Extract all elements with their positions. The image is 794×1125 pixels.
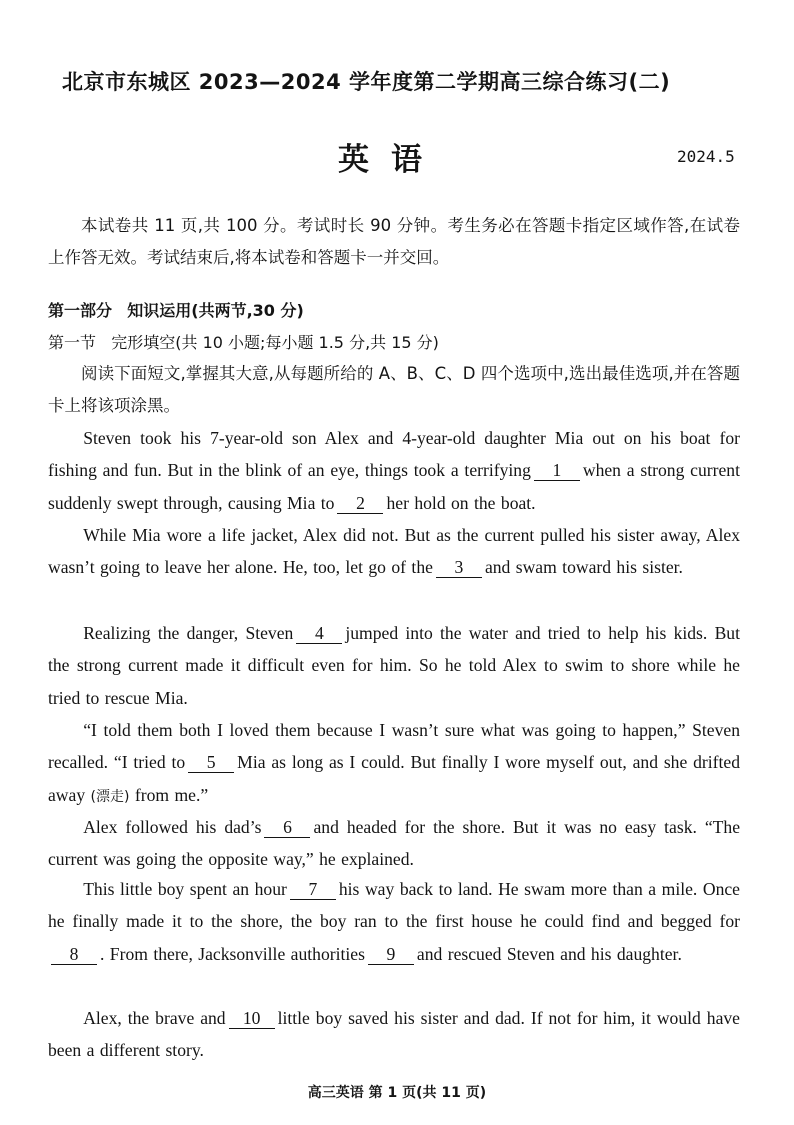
paragraph-text: her hold on the boat. <box>386 492 536 513</box>
blank-5: 5 <box>188 752 234 773</box>
paragraph-text: Alex followed his dad’s <box>83 817 262 837</box>
paragraph-text: his way back to land. He swam more than a mile. Once he finally made it to the shore, the boy ran to the first house he could find and begged for <box>48 879 740 932</box>
section-label: 第一节 <box>48 333 97 352</box>
paragraph-text: Alex, the brave and <box>83 1008 226 1028</box>
paragraph-text: This little boy spent an hour <box>83 879 287 899</box>
subject-title: 英语 <box>338 142 444 178</box>
section-title: 完形填空(共 10 小题;每小题 1.5 分,共 15 分) <box>111 333 439 352</box>
paragraph-text: from me.” <box>134 784 209 805</box>
exam-title: 北京市东城区 2023—2024 学年度第二学期高三综合练习(二) <box>62 70 671 94</box>
part-label: 第一部分 <box>48 301 113 320</box>
paragraph-text: when a strong current suddenly swept through, causing Mia to <box>48 460 740 513</box>
passage-paragraph-6 <box>48 873 740 970</box>
paragraph-text: jumped into the water and tried to help his kids. But the strong current made it difficult even for him. So he told Alex to swim to shore while he tried to rescue Mia. <box>48 623 740 708</box>
passage-paragraph-1 <box>48 422 740 519</box>
part-heading <box>48 298 304 321</box>
paragraph-text: While Mia wore a life jacket, Alex did not. But as the current pulled his sister away, Alex wasn’t going to leave her alone. He, too, let go of the <box>48 525 740 578</box>
passage-paragraph-4 <box>48 714 740 813</box>
blank-2: 2 <box>337 493 383 514</box>
paragraph-text: little boy saved his sister and dad. If not for him, it would have been a different story. <box>48 1008 740 1061</box>
passage-paragraph-2 <box>48 519 740 584</box>
section-heading <box>48 330 439 353</box>
part-title: 知识运用(共两节,30 分) <box>127 301 304 320</box>
blank-4: 4 <box>296 623 342 644</box>
paragraph-text: and headed for the shore. But it was no easy task. “The current was going the opposite way,” he explained. <box>48 817 741 870</box>
paragraph-text: Realizing the danger, Steven <box>83 623 294 643</box>
blank-8: 8 <box>51 944 97 965</box>
blank-10: 10 <box>229 1008 275 1029</box>
paragraph-text: and rescued Steven and his daughter. <box>416 943 682 964</box>
section-instruction: 阅读下面短文,掌握其大意,从每题所给的 A、B、C、D 四个选项中,选出最佳选项,并在答题卡上将该项涂黑。 <box>48 364 740 415</box>
chinese-gloss: (漂走) <box>90 788 130 805</box>
passage-paragraph-5 <box>48 811 740 876</box>
passage-paragraph-3 <box>48 617 740 714</box>
blank-9: 9 <box>368 944 414 965</box>
blank-3: 3 <box>436 557 482 578</box>
paragraph-text: Mia as long as I could. But finally I wore myself out, and she drifted away <box>48 752 741 805</box>
exam-instructions: 本试卷共 11 页,共 100 分。考试时长 90 分钟。考生务必在答题卡指定区域作答,在试卷上作答无效。考试结束后,将本试卷和答题卡一并交回。 <box>48 216 740 267</box>
exam-date: 2024.5 <box>677 147 735 166</box>
blank-7: 7 <box>290 879 336 900</box>
paragraph-text: “I told them both I loved them because I wasn’t sure what was going to happen,” Steven recalled. “I tried to <box>48 720 740 773</box>
page-footer: 高三英语 第 1 页(共 11 页) <box>307 1085 487 1101</box>
paragraph-text: . From there, Jacksonville authorities <box>100 943 365 964</box>
paragraph-text: Steven took his 7-year-old son Alex and 4-year-old daughter Mia out on his boat for fishing and fun. But in the blink of an eye, things took a terrifying <box>48 428 740 481</box>
blank-1: 1 <box>534 460 580 481</box>
paragraph-text: and swam toward his sister. <box>484 557 683 578</box>
blank-6: 6 <box>264 817 310 838</box>
passage-paragraph-7 <box>48 1002 740 1067</box>
